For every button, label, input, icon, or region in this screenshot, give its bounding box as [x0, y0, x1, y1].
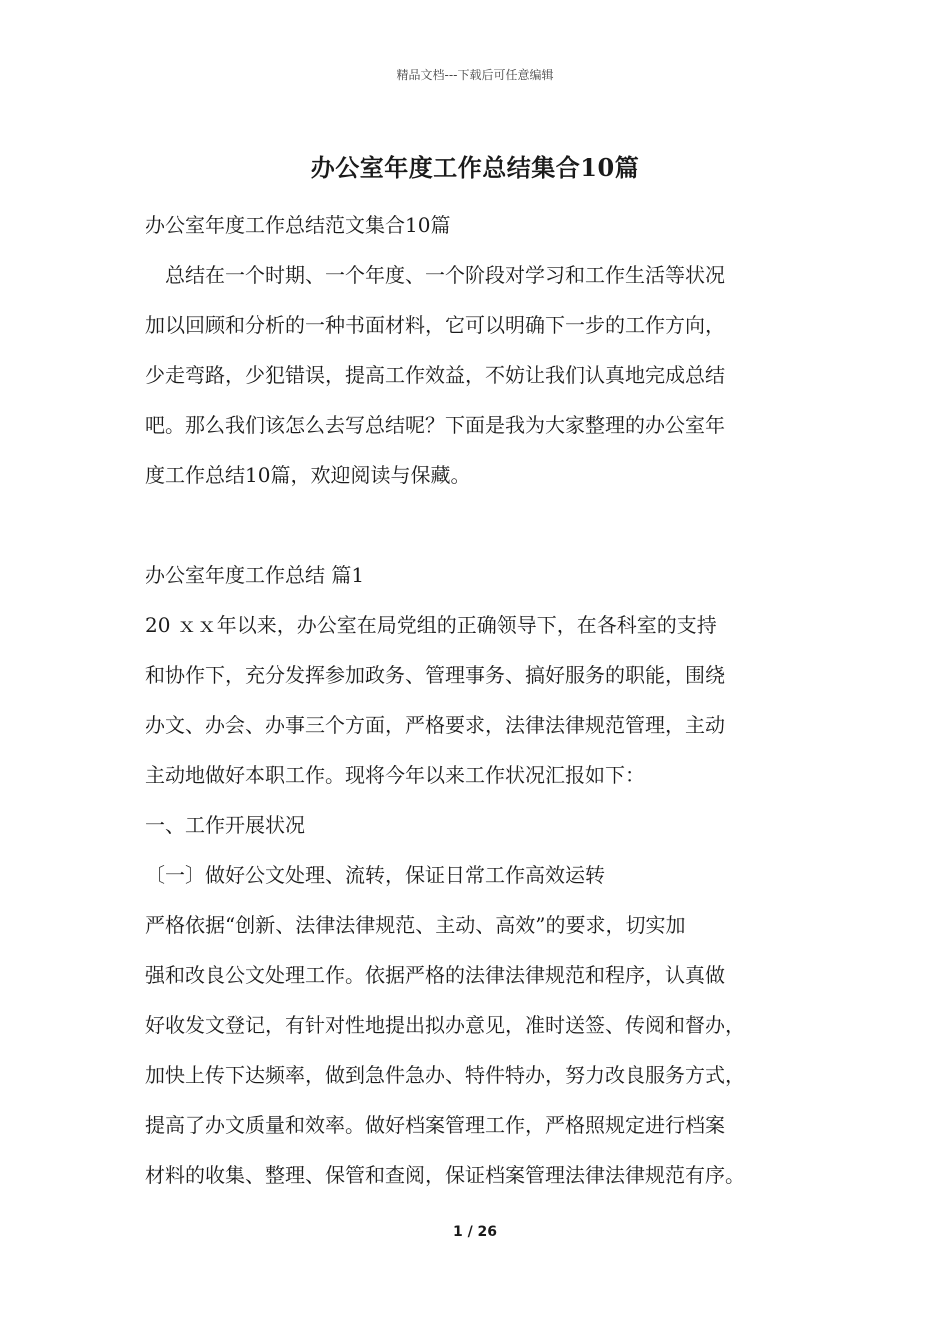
paragraph-line: 提高了办文质量和效率。做好档案管理工作，严格照规定进行档案 [145, 1113, 725, 1137]
page-header-note: 精品文档---下载后可任意编辑 [396, 68, 554, 82]
paragraph-line: 好收发文登记，有针对性地提出拟办意见，准时送签、传阅和督办， [145, 1013, 745, 1037]
paragraph-line: 度工作总结10篇，欢迎阅读与保藏。 [145, 463, 471, 487]
paragraph-line: 和协作下，充分发挥参加政务、管理事务、搞好服务的职能，围绕 [145, 663, 725, 687]
paragraph-line: 吧。那么我们该怎么去写总结呢？下面是我为大家整理的办公室年 [145, 413, 725, 437]
subtitle-line: 办公室年度工作总结范文集合10篇 [145, 213, 451, 237]
section-heading: 办公室年度工作总结 篇1 [145, 563, 365, 587]
document-title: 办公室年度工作总结集合10篇 [310, 153, 640, 182]
paragraph-line: 主动地做好本职工作。现将今年以来工作状况汇报如下： [145, 763, 645, 787]
paragraph-line: 少走弯路，少犯错误，提高工作效益，不妨让我们认真地完成总结 [145, 363, 725, 387]
blank-line [145, 500, 825, 550]
paragraph-line: 加以回顾和分析的一种书面材料，它可以明确下一步的工作方向， [145, 313, 725, 337]
page-number: 1 / 26 [452, 1224, 498, 1240]
document-body [145, 200, 825, 1200]
subsection-heading: 一、工作开展状况 [145, 813, 305, 837]
paragraph-line: 强和改良公文处理工作。依据严格的法律法律规范和程序，认真做 [145, 963, 725, 987]
paragraph-line: 加快上传下达频率，做到急件急办、特件特办，努力改良服务方式， [145, 1063, 745, 1087]
paragraph-line: 材料的收集、整理、保管和查阅，保证档案管理法律法律规范有序。 [145, 1163, 745, 1187]
paragraph-line: 办文、办会、办事三个方面，严格要求，法律法律规范管理，主动 [145, 713, 725, 737]
paragraph-line: 严格依据“创新、法律法律规范、主动、高效”的要求，切实加 [145, 913, 686, 937]
paragraph-line: 总结在一个时期、一个年度、一个阶段对学习和工作生活等状况 [145, 263, 725, 287]
subsection-heading: 〔一〕做好公文处理、流转，保证日常工作高效运转 [145, 863, 605, 887]
paragraph-line: 20 ｘｘ年以来，办公室在局党组的正确领导下，在各科室的支持 [145, 613, 717, 637]
